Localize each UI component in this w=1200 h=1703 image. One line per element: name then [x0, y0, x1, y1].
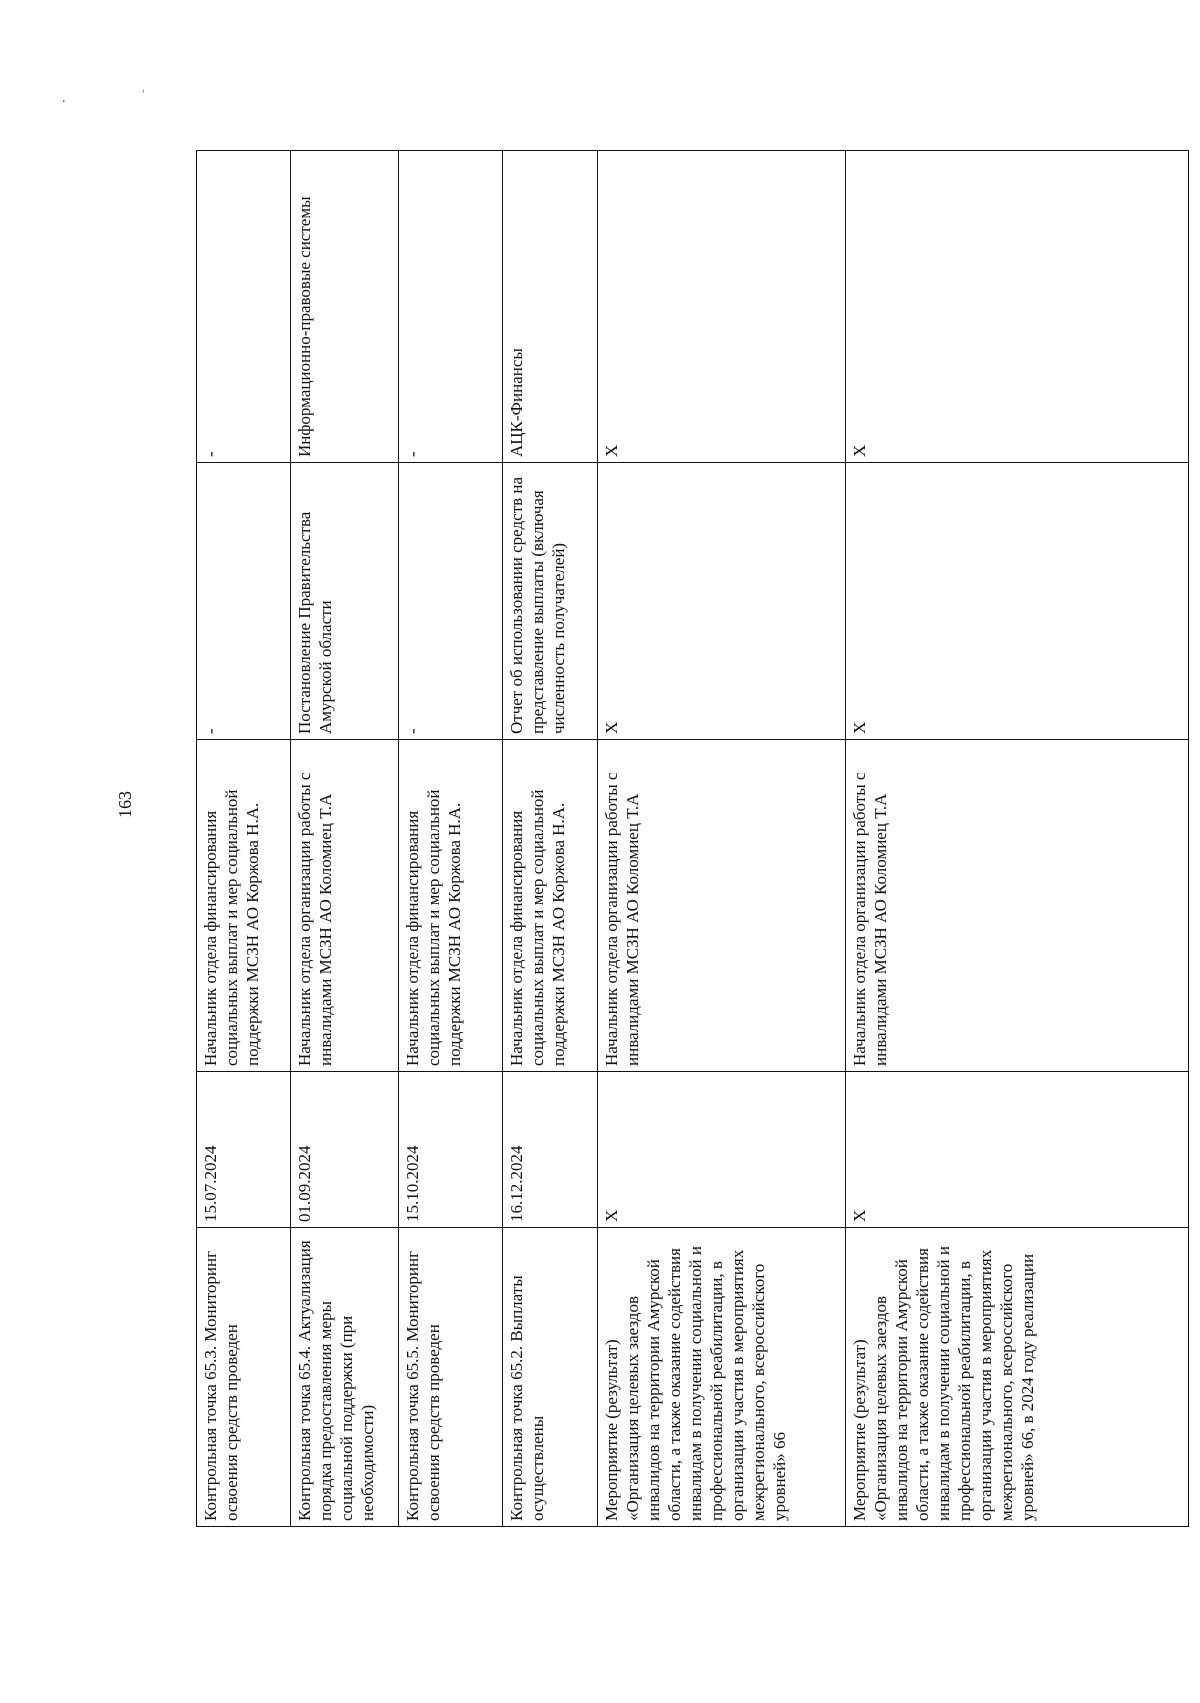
table-cell: - — [399, 463, 503, 740]
table-cell: 01.09.2024 — [291, 1072, 399, 1228]
table-cell: X — [846, 1072, 1189, 1228]
page-number: 163 — [115, 791, 135, 818]
table-cell: X — [598, 151, 846, 463]
table-cell: - — [399, 151, 503, 463]
table-cell: - — [197, 463, 291, 740]
table-cell: X — [846, 463, 1189, 740]
table-cell: 16.12.2024 — [503, 1072, 598, 1228]
table-row — [291, 151, 399, 1527]
scan-speck-1: . — [62, 91, 66, 106]
table-row — [399, 151, 503, 1527]
table-cell: Контрольная точка 65.5. Мониторинг освоения средств проведен — [399, 1228, 503, 1527]
control-points-table — [196, 150, 1189, 1527]
table-cell: 15.07.2024 — [197, 1072, 291, 1228]
table-row — [598, 151, 846, 1527]
table-cell: Контрольная точка 65.2. Выплаты осуществлены — [503, 1228, 598, 1527]
table-cell: X — [598, 463, 846, 740]
table-cell: X — [846, 151, 1189, 463]
table-cell: Начальник отдела организации работы с инвалидами МСЗН АО Коломиец Т.А — [291, 740, 399, 1072]
table-cell: АЦК-Финансы — [503, 151, 598, 463]
table-row — [846, 151, 1189, 1527]
table-row — [503, 151, 598, 1527]
table-cell: Начальник отдела организации работы с инвалидами МСЗН АО Коломиец Т.А — [598, 740, 846, 1072]
table-cell: Мероприятие (результат) «Организация целевых заездов инвалидов на территории Амурской области, а также оказание содействия инвалидам в получении социальной и профессиональной реабилитации, в организации участия в мероприятиях межрегионального, всероссийского уровней» 66 — [598, 1228, 846, 1527]
table-cell: Начальник отдела финансирования социальных выплат и мер социальной поддержки МСЗН АО Коржова Н.А. — [399, 740, 503, 1072]
table-cell: - — [197, 151, 291, 463]
table-cell: Контрольная точка 65.3. Мониторинг освоения средств проведен — [197, 1228, 291, 1527]
table-cell: 15.10.2024 — [399, 1072, 503, 1228]
rotated-table-container — [196, 151, 1188, 1527]
table-cell: Контрольная точка 65.4. Актуализация порядка предоставления меры социальной поддержки (при необходимости) — [291, 1228, 399, 1527]
scan-speck-2: ʾ — [141, 89, 146, 104]
table-cell: Начальник отдела финансирования социальных выплат и мер социальной поддержки МСЗН АО Коржова Н.А. — [197, 740, 291, 1072]
table-cell: Отчет об использовании средств на представление выплаты (включая численность получателей) — [503, 463, 598, 740]
table-cell: Мероприятие (результат) «Организация целевых заездов инвалидов на территории Амурской области, а также оказание содействия инвалидам в получении социальной и профессиональной реабилитации, в организации участия в мероприятиях межрегионального, всероссийского уровней» 66, в 2024 году реализации — [846, 1228, 1189, 1527]
table-cell: Начальник отдела организации работы с инвалидами МСЗН АО Коломиец Т.А — [846, 740, 1189, 1072]
table-cell: X — [598, 1072, 846, 1228]
table-cell: Начальник отдела финансирования социальных выплат и мер социальной поддержки МСЗН АО Коржова Н.А. — [503, 740, 598, 1072]
table-cell: Информационно-правовые системы — [291, 151, 399, 463]
table-row — [197, 151, 291, 1527]
table-cell: Постановление Правительства Амурской области — [291, 463, 399, 740]
